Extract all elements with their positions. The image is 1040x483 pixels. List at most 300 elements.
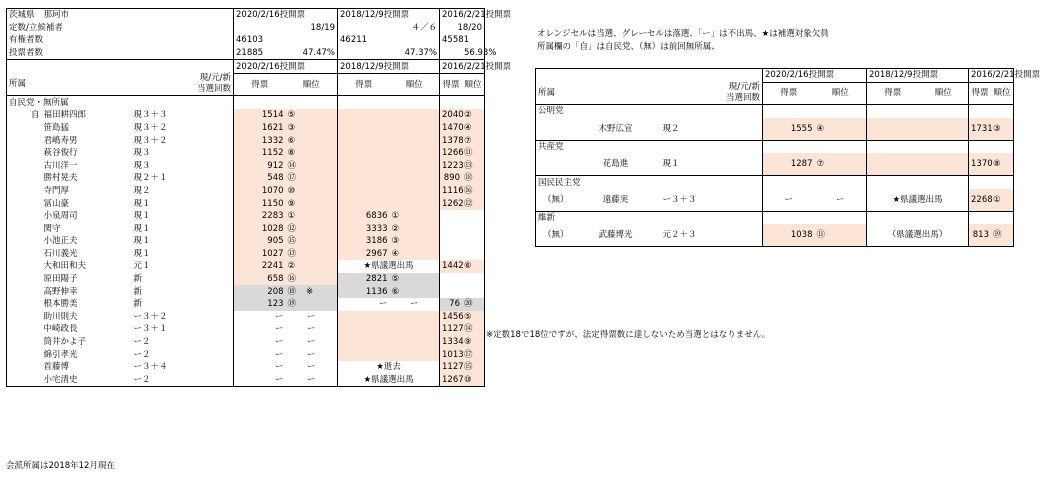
votes-2: [867, 153, 919, 176]
rank-value-1: ー: [307, 311, 316, 322]
seats-2020: 18/19: [234, 22, 338, 35]
rank-2: [390, 248, 440, 261]
rank-value-2: ⑥: [391, 286, 400, 297]
party-name: 公明党: [536, 105, 763, 118]
right-election-header-2018: 2018/12/9投開票: [867, 69, 969, 83]
rank-2: [919, 118, 969, 141]
rank-1: [286, 159, 338, 172]
candidate-name: 根本勝美: [43, 299, 78, 310]
rank-3: [462, 374, 485, 387]
candidate-status: ー３＋２: [132, 311, 234, 324]
rank-value-1: ⑮: [287, 236, 297, 247]
rank-3: [462, 285, 485, 298]
candidate-status: 新: [132, 273, 234, 286]
votes-2: [338, 134, 390, 147]
affiliation-prefix: [7, 172, 42, 185]
candidate-status: 現１: [661, 153, 763, 176]
candidate-row: [7, 298, 485, 311]
rank-1: [286, 222, 338, 235]
rank-value-3: ⑰: [464, 349, 473, 360]
rank-value-3: ⑩: [464, 374, 472, 385]
votes-1: ー: [234, 374, 286, 387]
candidate-name: 福田耕四郎: [43, 110, 87, 121]
rank-1: [286, 273, 338, 286]
empty-cell: [969, 176, 1014, 189]
affiliation-prefix: [7, 260, 42, 273]
rank-value-1: ⑰: [287, 173, 297, 184]
candidate-status: 現３＋２: [132, 134, 234, 147]
empty-cell: [763, 105, 867, 118]
rank-value-2: ③: [391, 236, 400, 247]
affiliation-prefix: [536, 153, 571, 176]
rank-value-1: ⑬: [287, 248, 297, 259]
votes-1: 2241: [234, 260, 286, 273]
affiliation-prefix: [7, 197, 42, 210]
votes-3: 1470: [440, 122, 462, 135]
right-votes-header-2016: 得票: [969, 82, 992, 105]
candidate-name: 高野伸幸: [43, 286, 78, 297]
turnout-2020: 47.47%: [286, 47, 338, 60]
candidate-status: 新: [132, 298, 234, 311]
votes-3: 1262: [440, 197, 462, 210]
votes-2: [867, 118, 919, 141]
status-header: [132, 73, 234, 96]
candidate-name: 石川義光: [43, 248, 78, 259]
status-header-line1: 現/元/新: [199, 73, 232, 84]
candidate-row: [7, 210, 485, 223]
candidate-status: ー２: [132, 348, 234, 361]
votes-1: 1150: [234, 197, 286, 210]
candidate-name: 小宅清史: [42, 374, 132, 387]
votes-3: [440, 222, 462, 235]
votes-1: 1287: [763, 153, 815, 176]
votes-3: [440, 273, 462, 286]
candidate-row: [7, 311, 485, 324]
party-name: 共産党: [536, 140, 763, 153]
rank-value-1: ⑱: [287, 286, 297, 297]
rank-value-3: ⑭: [464, 324, 473, 335]
rank-1: [286, 374, 338, 387]
votes-2: 1136: [338, 285, 390, 298]
votes-3: 1378: [440, 134, 462, 147]
votes-3: 1127: [440, 361, 462, 374]
rank-1: [286, 361, 338, 374]
empty-cell: [969, 211, 1014, 224]
rank-3: [462, 248, 485, 261]
votes-1: 1027: [234, 248, 286, 261]
rank-2: [390, 323, 440, 336]
rank-3: ⑲: [991, 224, 1014, 247]
candidate-row: [7, 159, 485, 172]
affiliation-prefix: [7, 159, 42, 172]
votes-1: 1514: [234, 109, 286, 122]
rank-value-2: ④: [391, 248, 400, 259]
rank-3: [462, 336, 485, 349]
threshold-note: ※定数18で18位ですが、法定得票数に達しないため当選とはなりません。: [486, 330, 771, 340]
candidate-name: 寺門厚: [43, 185, 70, 196]
rank-2: [390, 336, 440, 349]
candidate-row: [7, 260, 485, 273]
rank-3: [462, 260, 485, 273]
candidate-status: ー３＋３: [661, 189, 763, 212]
votes-3: 1334: [440, 336, 462, 349]
candidate-status: 現２: [661, 118, 763, 141]
election-note-2: ★逝去: [338, 361, 440, 374]
right-election-header-2016: 2016/2/21投開票: [969, 69, 1014, 83]
party-name: 国民民主党: [536, 176, 763, 189]
votes-1: 208: [234, 285, 286, 298]
votes-3: 1127: [440, 323, 462, 336]
rank-value-2: ー: [410, 299, 419, 310]
votes-header-2018: 得票: [338, 73, 390, 96]
candidate-status: 元１: [132, 260, 234, 273]
rank-3: ①: [991, 189, 1014, 212]
candidate-status: ー３＋４: [132, 361, 234, 374]
votes-3: 813: [969, 224, 992, 247]
party-group-ldp: 自民党・無所属: [7, 96, 234, 109]
rank-3: [462, 109, 485, 122]
candidate-name: 遠藤実: [571, 189, 661, 212]
candidate-status: ー２: [132, 374, 234, 387]
rank-value-1: ⑭: [287, 160, 297, 171]
candidate-row: [7, 197, 485, 210]
rank-2: [390, 197, 440, 210]
rank-1: [286, 336, 338, 349]
rank-1: ④: [815, 118, 867, 141]
rank-3: [462, 361, 485, 374]
affiliation-prefix: [7, 311, 42, 324]
votes-2: [338, 185, 390, 198]
votes-2: 2967: [338, 248, 390, 261]
right-status-header-line2: 当選回数: [725, 93, 760, 104]
party-row: [536, 211, 1014, 224]
right-results-table: [535, 68, 1040, 247]
candidate-name: 花島進: [571, 153, 661, 176]
candidate-status: 現３: [132, 147, 234, 160]
candidate-status: 新: [132, 285, 234, 298]
candidate-name: 助川則夫: [43, 311, 78, 322]
votes-3: [440, 248, 462, 261]
candidate-row: [7, 361, 485, 374]
candidate-row: [7, 109, 485, 122]
votes-1: 658: [234, 273, 286, 286]
party-header: 所属: [7, 73, 132, 96]
rank-value-2: ⑤: [391, 274, 400, 285]
rank-2: [390, 222, 440, 235]
rank-2: [390, 273, 440, 286]
rank-2: [390, 235, 440, 248]
rank-3: [462, 159, 485, 172]
candidate-name: 武藤博光: [571, 224, 661, 247]
candidate-row: [7, 248, 485, 261]
votes-3: [440, 235, 462, 248]
candidate-row: [7, 122, 485, 135]
rank-value-3: ⑤: [464, 311, 472, 322]
affiliation-prefix: [7, 361, 42, 374]
votes-2: [338, 109, 390, 122]
voters-2016: 45581: [440, 34, 485, 47]
votes-header-2016: 得票: [440, 73, 462, 96]
right-election-header-2020: 2020/2/16投開票: [763, 69, 867, 83]
rank-value-3: ⑦: [464, 135, 472, 146]
affiliation-prefix: [7, 348, 42, 361]
header-spacer: [7, 60, 234, 74]
votes-1: ー: [275, 324, 284, 335]
rank-2: [390, 185, 440, 198]
rank-value-2: ①: [391, 211, 400, 222]
right-votes-header-2020: 得票: [763, 82, 815, 105]
candidate-row: [536, 118, 1014, 141]
rank-value-3: ⑱: [464, 173, 473, 184]
rank-2: [390, 348, 440, 361]
votes-1: ー: [275, 337, 284, 348]
affiliation-prefix: [7, 285, 42, 298]
right-rank-header-2020: 順位: [815, 82, 867, 105]
votes-3: 76: [440, 298, 462, 311]
prefecture-name: 茨城県: [7, 9, 42, 22]
rank-2: [390, 311, 440, 324]
legend-line2: 所属欄の「自」は自民党、（無）は前回無所属、: [537, 42, 720, 52]
rank-value-1: ⑨: [287, 198, 296, 209]
rank-value-1: ー: [307, 362, 316, 373]
votes-2: 2821: [338, 273, 390, 286]
votes-1: 1070: [234, 185, 286, 198]
rank-value-3: ⑮: [464, 362, 473, 373]
votes-2: 3186: [338, 235, 390, 248]
status-header-line2: 当選回数: [197, 84, 232, 95]
candidate-row: [7, 172, 485, 185]
votes-3: [440, 285, 462, 298]
votes-2: [338, 336, 390, 349]
votes-1: ー: [275, 362, 284, 373]
rank-3: [462, 147, 485, 160]
rank-1: [286, 260, 338, 273]
empty-cell: [867, 140, 969, 153]
votes-2: [338, 323, 390, 336]
candidate-name: 小泉周司: [43, 211, 78, 222]
rank-1: [286, 323, 338, 336]
votes-2: [338, 311, 390, 324]
candidate-status: 現３＋２: [132, 122, 234, 135]
turnout-2016: 56.93%: [464, 48, 497, 59]
right-rank-header-2016: 順位: [991, 82, 1014, 105]
rank-value-3: ④: [464, 122, 472, 133]
rank-3: [462, 197, 485, 210]
candidate-name: 筒井かよ子: [43, 337, 87, 348]
party-row: [536, 176, 1014, 189]
rank-1: [286, 134, 338, 147]
votes-1: 123: [234, 298, 286, 311]
rank-1: [286, 285, 338, 298]
rank-value-2: ②: [391, 223, 400, 234]
votes-3: 1731: [969, 118, 992, 141]
rank-value-1: ー: [307, 374, 316, 385]
rank-value-3: ⑫: [464, 198, 473, 209]
candidate-row: [536, 224, 1014, 247]
rank-value-3: ②: [464, 110, 472, 121]
rank-1: [286, 109, 338, 122]
right-party-header: 所属: [536, 82, 661, 105]
affiliation-prefix: （無）: [536, 189, 571, 212]
rank-2: [390, 172, 440, 185]
votes-3: 1442: [440, 260, 462, 273]
rank-3: [462, 134, 485, 147]
candidate-name: 古川洋一: [43, 160, 78, 171]
candidate-name: 君嶋寿男: [43, 135, 78, 146]
rank-1: [286, 235, 338, 248]
candidate-row: [7, 147, 485, 160]
rank-2: [390, 159, 440, 172]
affiliation-prefix: [536, 118, 571, 141]
candidate-status: 現１: [132, 248, 234, 261]
rank-1: [286, 210, 338, 223]
candidate-status: 現１: [132, 222, 234, 235]
votes-3: 1266: [440, 147, 462, 160]
voters-2018: 46211: [338, 34, 440, 47]
candidate-row: [7, 374, 485, 387]
candidate-name: 冨山豪: [43, 198, 70, 209]
affiliation-prefix: [7, 147, 42, 160]
right-rank-header-2018: 順位: [919, 82, 969, 105]
rank-header-2016: 順位: [462, 73, 485, 96]
votes-1: 1028: [234, 222, 286, 235]
empty-cell: [763, 211, 867, 224]
election-subheader-2018: 2018/12/9投開票: [338, 60, 440, 74]
rank-value-1: ⑯: [287, 274, 297, 285]
election-subheader-2020: 2020/2/16投開票: [234, 60, 338, 74]
right-status-header-line1: 現/元/新: [728, 82, 760, 93]
turnout-label: 投票者数: [7, 47, 234, 60]
candidate-status: 元２＋３: [661, 224, 763, 247]
rank-2: [390, 134, 440, 147]
votes-1: ー: [275, 349, 284, 360]
rank-2: [390, 147, 440, 160]
election-note-2: ★県議選出馬: [867, 189, 969, 212]
affiliation-prefix: [7, 134, 42, 147]
empty-cell: [763, 176, 867, 189]
rank-value-1: ⑥: [287, 135, 296, 146]
candidate-name: 首藤博: [43, 362, 70, 373]
votes-2018: [338, 47, 390, 60]
rank-3: [462, 348, 485, 361]
votes-3: 1370: [969, 153, 992, 176]
rank-value-1: ③: [287, 122, 296, 133]
affiliation-prefix: [7, 323, 42, 336]
rank-value-1: ⑲: [287, 299, 297, 310]
rank-1: [286, 185, 338, 198]
right-votes-header-2018: 得票: [867, 82, 919, 105]
candidate-status: 現１: [132, 210, 234, 223]
votes-2: [338, 122, 390, 135]
affiliation-prefix: [7, 374, 42, 387]
rank-value-1: ⑧: [287, 148, 296, 159]
rank-value-1: ⑩: [287, 185, 296, 196]
rank-3: [462, 273, 485, 286]
votes-2: 3333: [338, 222, 390, 235]
note-mark: ※: [306, 286, 314, 297]
rank-2: [390, 210, 440, 223]
candidate-row: [7, 336, 485, 349]
rank-value-1: ー: [307, 349, 316, 360]
rank-value-3: ⑨: [464, 337, 472, 348]
votes-1: 1621: [234, 122, 286, 135]
rank-1: [286, 348, 338, 361]
candidate-name: 勝村晃夫: [43, 173, 78, 184]
candidate-status: 現２＋１: [132, 172, 234, 185]
empty-cell: [969, 140, 1014, 153]
rank-2: [390, 285, 440, 298]
empty-cell: [763, 140, 867, 153]
rank-1: [286, 248, 338, 261]
city-name: 那珂市: [42, 9, 234, 22]
rank-2: [390, 122, 440, 135]
rank-value-3: ⑳: [464, 299, 473, 310]
empty-cell: [867, 176, 969, 189]
votes-2016: [440, 47, 462, 60]
rank-2: [390, 298, 440, 311]
election-header-2018: 2018/12/9投開票: [338, 9, 440, 22]
affiliation-prefix: [7, 122, 42, 135]
votes-1: 1038: [763, 224, 815, 247]
seats-2016: 18/20: [440, 22, 485, 35]
rank-1: ー: [815, 189, 867, 212]
affiliation-prefix: [7, 298, 42, 311]
rank-value-1: ⑤: [287, 110, 296, 121]
affiliation-prefix: [7, 210, 42, 223]
rank-value-3: ⑬: [464, 160, 473, 171]
affiliation-prefix: [7, 235, 42, 248]
candidate-name: 笹島猛: [43, 122, 70, 133]
votes-2: [338, 172, 390, 185]
candidate-name: 萩谷俊行: [43, 148, 78, 159]
affiliation-prefix: 自: [7, 109, 42, 122]
candidate-row: [7, 235, 485, 248]
votes-3: 1116: [440, 185, 462, 198]
votes-3: 1267: [440, 374, 462, 387]
rank-3: [462, 311, 485, 324]
candidate-name: 小池正夫: [43, 236, 78, 247]
candidate-name: 木野広宣: [571, 118, 661, 141]
votes-3: 1223: [440, 159, 462, 172]
rank-3: [462, 222, 485, 235]
rank-header-2020: 順位: [286, 73, 338, 96]
party-row: [536, 140, 1014, 153]
votes-1: 905: [234, 235, 286, 248]
candidate-row: [7, 285, 485, 298]
voters-2020: 46103: [234, 34, 338, 47]
affiliation-prefix: [7, 222, 42, 235]
votes-2: [338, 348, 390, 361]
rank-3: [462, 210, 485, 223]
votes-1: ー: [763, 189, 815, 212]
rank-1: ⑪: [815, 224, 867, 247]
votes-2: ー: [379, 299, 388, 310]
candidate-row: [7, 273, 485, 286]
rank-value-3: ⑯: [464, 185, 473, 196]
seats-label: 定数/立候補者: [7, 22, 234, 35]
candidate-name: 原田陽子: [43, 274, 78, 285]
votes-1: 548: [234, 172, 286, 185]
rank-1: [286, 147, 338, 160]
election-note-2: （県議選出馬）: [867, 224, 969, 247]
empty-cell: [867, 211, 969, 224]
candidate-name: 綿引孝光: [43, 349, 78, 360]
rank-value-1: ⑫: [287, 223, 297, 234]
candidate-status: ー２: [132, 336, 234, 349]
seats-2018: ４／６: [338, 22, 440, 35]
rank-value-1: ②: [287, 261, 296, 272]
rank-3: [462, 122, 485, 135]
